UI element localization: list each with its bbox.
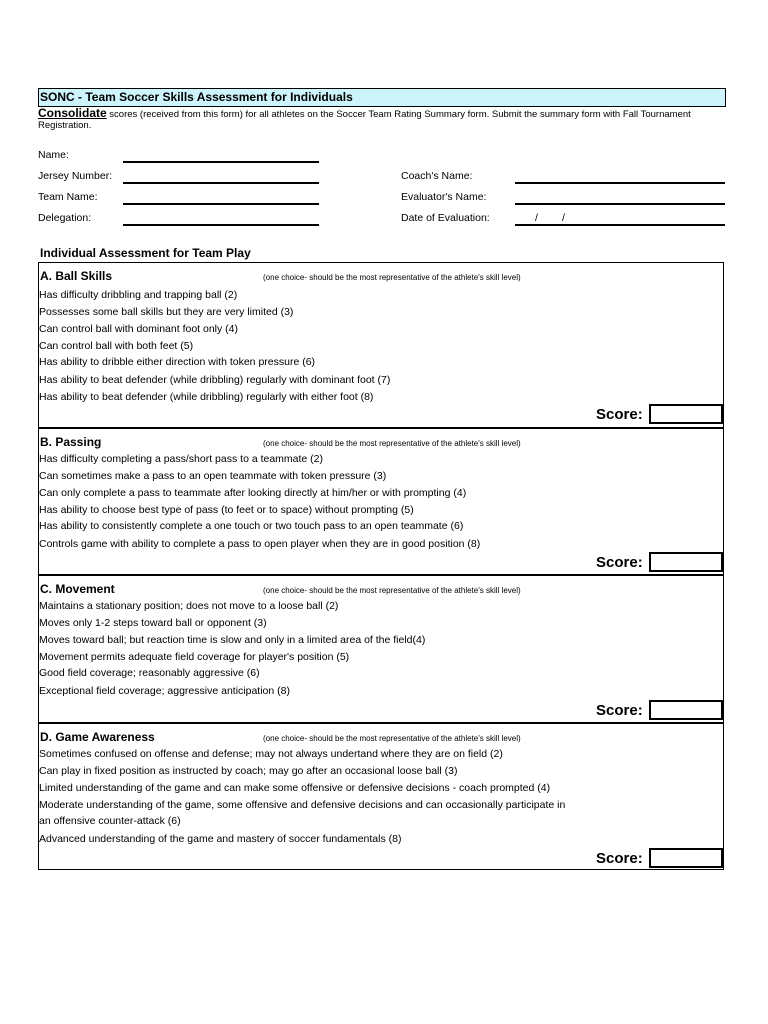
section-heading: Individual Assessment for Team Play: [40, 246, 251, 260]
selection-note: (one choice- should be the most representative of the athlete's skill level): [263, 734, 521, 743]
team-name-field[interactable]: [123, 203, 319, 205]
game-awareness-score-label: Score:: [596, 850, 643, 867]
ball-skills-option[interactable]: Possesses some ball skills but they are very limited (3): [39, 306, 294, 318]
passing-option[interactable]: Controls game with ability to complete a pass to open player when they are in good position (8): [39, 538, 481, 550]
passing-option[interactable]: Has ability to choose best type of pass (to feet or to space) without prompting (5): [39, 504, 414, 516]
jersey-number-label: Jersey Number:: [38, 170, 113, 182]
delegation-field[interactable]: [123, 224, 319, 226]
selection-note: (one choice- should be the most representative of the athlete's skill level): [263, 439, 521, 448]
name-label: Name:: [38, 149, 69, 161]
game-awareness-title: D. Game Awareness: [40, 730, 155, 744]
coach-name-field[interactable]: [515, 182, 725, 184]
ball-skills-score-label: Score:: [596, 406, 643, 423]
assessment-table: [38, 262, 724, 870]
delegation-label: Delegation:: [38, 212, 92, 224]
movement-option[interactable]: Movement permits adequate field coverage for player's position (5): [39, 651, 350, 663]
date-slash: /: [535, 212, 538, 224]
game-awareness-option[interactable]: Moderate understanding of the game, some offensive and defensive decisions and can occasionally participate in: [39, 799, 566, 811]
passing-score-field[interactable]: [649, 552, 723, 572]
movement-section: [39, 576, 723, 722]
evaluator-name-field[interactable]: [515, 203, 725, 205]
movement-score-field[interactable]: [649, 700, 723, 720]
consolidate-lead: Consolidate: [38, 106, 107, 120]
game-awareness-option[interactable]: Sometimes confused on offense and defense; may not always undertand where they are on field (2): [39, 748, 503, 760]
date-of-evaluation-label: Date of Evaluation:: [401, 212, 490, 224]
selection-note: (one choice- should be the most representative of the athlete's skill level): [263, 586, 521, 595]
movement-score-label: Score:: [596, 702, 643, 719]
game-awareness-score-field[interactable]: [649, 848, 723, 868]
movement-option[interactable]: Exceptional field coverage; aggressive anticipation (8): [39, 685, 290, 697]
ball-skills-option[interactable]: Has ability to beat defender (while dribbling) regularly with either foot (8): [39, 391, 374, 403]
game-awareness-section: [39, 724, 723, 870]
consolidate-instructions: [38, 108, 728, 131]
team-name-label: Team Name:: [38, 191, 98, 203]
movement-option[interactable]: Good field coverage; reasonably aggressive (6): [39, 667, 260, 679]
game-awareness-option[interactable]: an offensive counter-attack (6): [39, 815, 181, 827]
passing-option[interactable]: Has ability to consistently complete a one touch or two touch pass to an open teammate (6): [39, 520, 464, 532]
passing-title: B. Passing: [40, 435, 102, 449]
passing-score-label: Score:: [596, 554, 643, 571]
jersey-number-field[interactable]: [123, 182, 319, 184]
ball-skills-score-field[interactable]: [649, 404, 723, 424]
movement-option[interactable]: Moves only 1-2 steps toward ball or opponent (3): [39, 617, 267, 629]
ball-skills-option[interactable]: Has ability to beat defender (while dribbling) regularly with dominant foot (7): [39, 374, 391, 386]
evaluator-name-label: Evaluator's Name:: [401, 191, 487, 203]
date-of-evaluation-field[interactable]: [515, 224, 725, 226]
passing-section: [39, 429, 723, 575]
coach-name-label: Coach's Name:: [401, 170, 473, 182]
selection-note: (one choice- should be the most representative of the athlete's skill level): [263, 273, 521, 282]
movement-title: C. Movement: [40, 582, 115, 596]
ball-skills-section: [39, 263, 723, 429]
form-title: SONC - Team Soccer Skills Assessment for Individuals: [38, 88, 726, 107]
ball-skills-option[interactable]: Can control ball with dominant foot only (4): [39, 323, 239, 335]
game-awareness-option[interactable]: Limited understanding of the game and can make some offensive or defensive decisions - coach prompted (4): [39, 782, 551, 794]
ball-skills-option[interactable]: Has ability to dribble either direction with token pressure (6): [39, 356, 316, 368]
date-slash: /: [562, 212, 565, 224]
consolidate-text: scores (received from this form) for all athletes on the Soccer Team Rating Summary form. Submit the summary form with Fall Tournament Registration.: [38, 109, 691, 131]
passing-option[interactable]: Can sometimes make a pass to an open teammate with token pressure (3): [39, 470, 387, 482]
ball-skills-title: A. Ball Skills: [40, 269, 113, 283]
game-awareness-option[interactable]: Can play in fixed position as instructed by coach; may go after an occasional loose ball (3): [39, 765, 458, 777]
passing-option[interactable]: Has difficulty completing a pass/short pass to a teammate (2): [39, 453, 324, 465]
ball-skills-option[interactable]: Can control ball with both feet (5): [39, 340, 194, 352]
passing-option[interactable]: Can only complete a pass to teammate after looking directly at him/her or with prompting (4): [39, 487, 467, 499]
movement-option[interactable]: Maintains a stationary position; does not move to a loose ball (2): [39, 600, 339, 612]
movement-option[interactable]: Moves toward ball; but reaction time is slow and only in a limited area of the field(4): [39, 634, 426, 646]
ball-skills-option[interactable]: Has difficulty dribbling and trapping ball (2): [39, 289, 238, 301]
name-field[interactable]: [123, 161, 319, 163]
game-awareness-option[interactable]: Advanced understanding of the game and mastery of soccer fundamentals (8): [39, 833, 402, 845]
